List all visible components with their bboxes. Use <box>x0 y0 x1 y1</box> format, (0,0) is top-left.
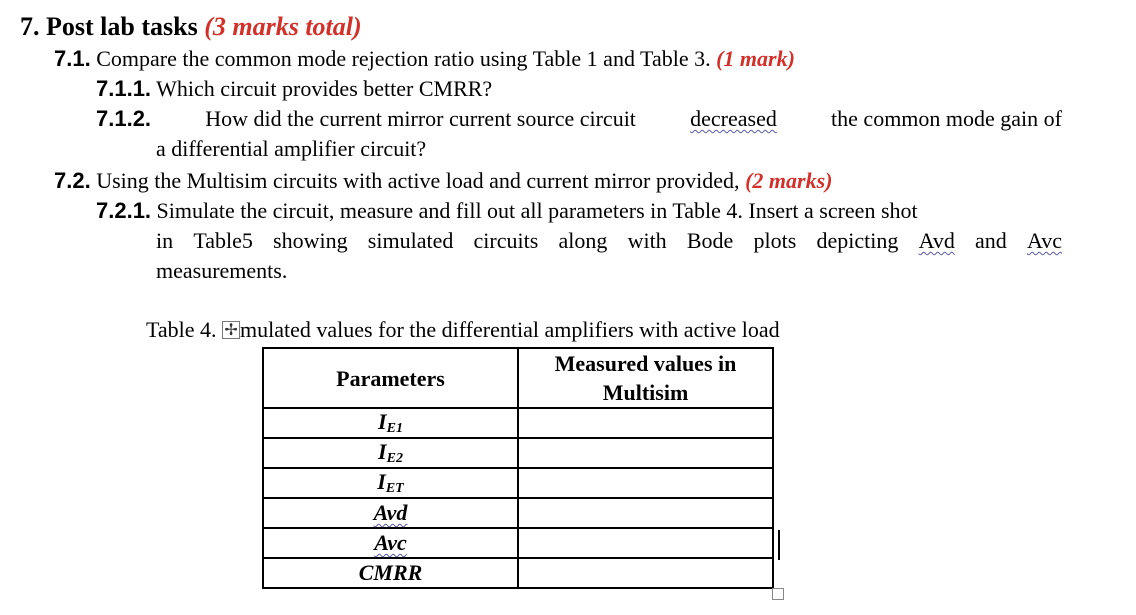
word: Table5 <box>193 228 253 253</box>
task-7-2-1 <box>96 198 918 224</box>
word: circuits <box>473 228 539 253</box>
table-row <box>263 468 773 498</box>
header-measured-values <box>518 348 773 408</box>
word: depicting <box>816 228 899 253</box>
task-7-1-text: Compare the common mode rejection ratio using Table 1 and Table 3. <box>96 46 711 71</box>
word: showing <box>273 228 348 253</box>
param-cell <box>263 528 518 558</box>
table-resize-handle[interactable] <box>772 588 784 600</box>
param-main: Avd <box>373 500 408 525</box>
task-7-2-1-number: 7.2.1. <box>96 198 152 223</box>
param-main: I <box>377 469 386 494</box>
section-marks: (3 marks total) <box>204 12 362 41</box>
word: with <box>627 228 667 253</box>
param-main: CMRR <box>358 560 423 585</box>
task-7-1-marks: (1 mark) <box>716 46 795 71</box>
measured-value-cell[interactable] <box>518 408 773 438</box>
task-7-1-2-line2: a differential amplifier circuit? <box>156 136 427 161</box>
flagged-word-decreased[interactable]: decreased <box>690 106 777 131</box>
table-row <box>263 528 773 558</box>
table-row <box>263 558 773 588</box>
measured-value-cell[interactable] <box>518 468 773 498</box>
flagged-word-avd[interactable]: Avd <box>918 228 955 253</box>
task-7-2 <box>54 168 832 194</box>
table-row <box>263 408 773 438</box>
task-7-2-text: Using the Multisim circuits with active load and current mirror provided, <box>96 168 740 193</box>
param-main: I <box>378 409 387 434</box>
task-7-1-2 <box>96 106 1062 132</box>
task-7-1-number: 7.1. <box>54 46 91 71</box>
param-cell <box>263 498 518 528</box>
param-sub: E1 <box>386 421 403 436</box>
header-measured-line1: Measured values in <box>554 351 737 376</box>
param-sub: ET <box>385 481 404 496</box>
measured-value-cell[interactable] <box>518 528 773 558</box>
table-move-handle-icon[interactable]: ✢ <box>222 321 240 339</box>
measured-value-cell[interactable] <box>518 438 773 468</box>
param-main: I <box>378 439 387 464</box>
section-number: 7. <box>20 12 40 41</box>
task-7-1 <box>54 46 795 72</box>
task-7-2-marks: (2 marks) <box>745 168 833 193</box>
task-7-1-1 <box>96 76 492 102</box>
task-7-1-2-text-after: the common mode gain of <box>831 106 1062 131</box>
task-7-1-2-number: 7.1.2. <box>96 106 152 131</box>
word: Bode <box>686 228 734 253</box>
param-cell <box>263 408 518 438</box>
word: plots <box>753 228 797 253</box>
param-cell <box>263 468 518 498</box>
measured-value-cell[interactable] <box>518 558 773 588</box>
task-7-2-number: 7.2. <box>54 168 91 193</box>
table-row <box>263 438 773 468</box>
parameters-table <box>262 347 774 589</box>
table-caption-text: mulated values for the differential amplifiers with active load <box>240 317 780 342</box>
param-main: Avc <box>374 530 407 555</box>
param-cell <box>263 438 518 468</box>
measured-value-cell[interactable] <box>518 498 773 528</box>
table-caption <box>146 317 780 343</box>
section-title: Post lab tasks <box>46 12 198 41</box>
word: simulated <box>367 228 454 253</box>
word-and: and <box>975 228 1007 253</box>
param-sub: E2 <box>386 451 403 466</box>
task-7-2-1-line3: measurements. <box>156 258 288 283</box>
flagged-word-avc[interactable]: Avc <box>1026 228 1062 253</box>
task-7-1-1-number: 7.1.1. <box>96 76 152 101</box>
word: along <box>558 228 608 253</box>
header-measured-line2: Multisim <box>602 380 689 405</box>
header-parameters: Parameters <box>263 348 518 408</box>
task-7-1-1-text: Which circuit provides better CMRR? <box>156 76 493 101</box>
section-heading <box>20 12 362 42</box>
table-caption-prefix: Table 4. <box>146 317 217 342</box>
table-row <box>263 498 773 528</box>
task-7-1-2-text-before: How did the current mirror current source circuit <box>205 106 636 131</box>
task-7-2-1-line1: Simulate the circuit, measure and fill out all parameters in Table 4. Insert a screen shot <box>156 198 918 223</box>
task-7-2-1-line2 <box>156 228 1062 254</box>
table-header-row <box>263 348 773 408</box>
param-cell <box>263 558 518 588</box>
text-cursor <box>778 530 780 560</box>
word: in <box>156 228 174 253</box>
